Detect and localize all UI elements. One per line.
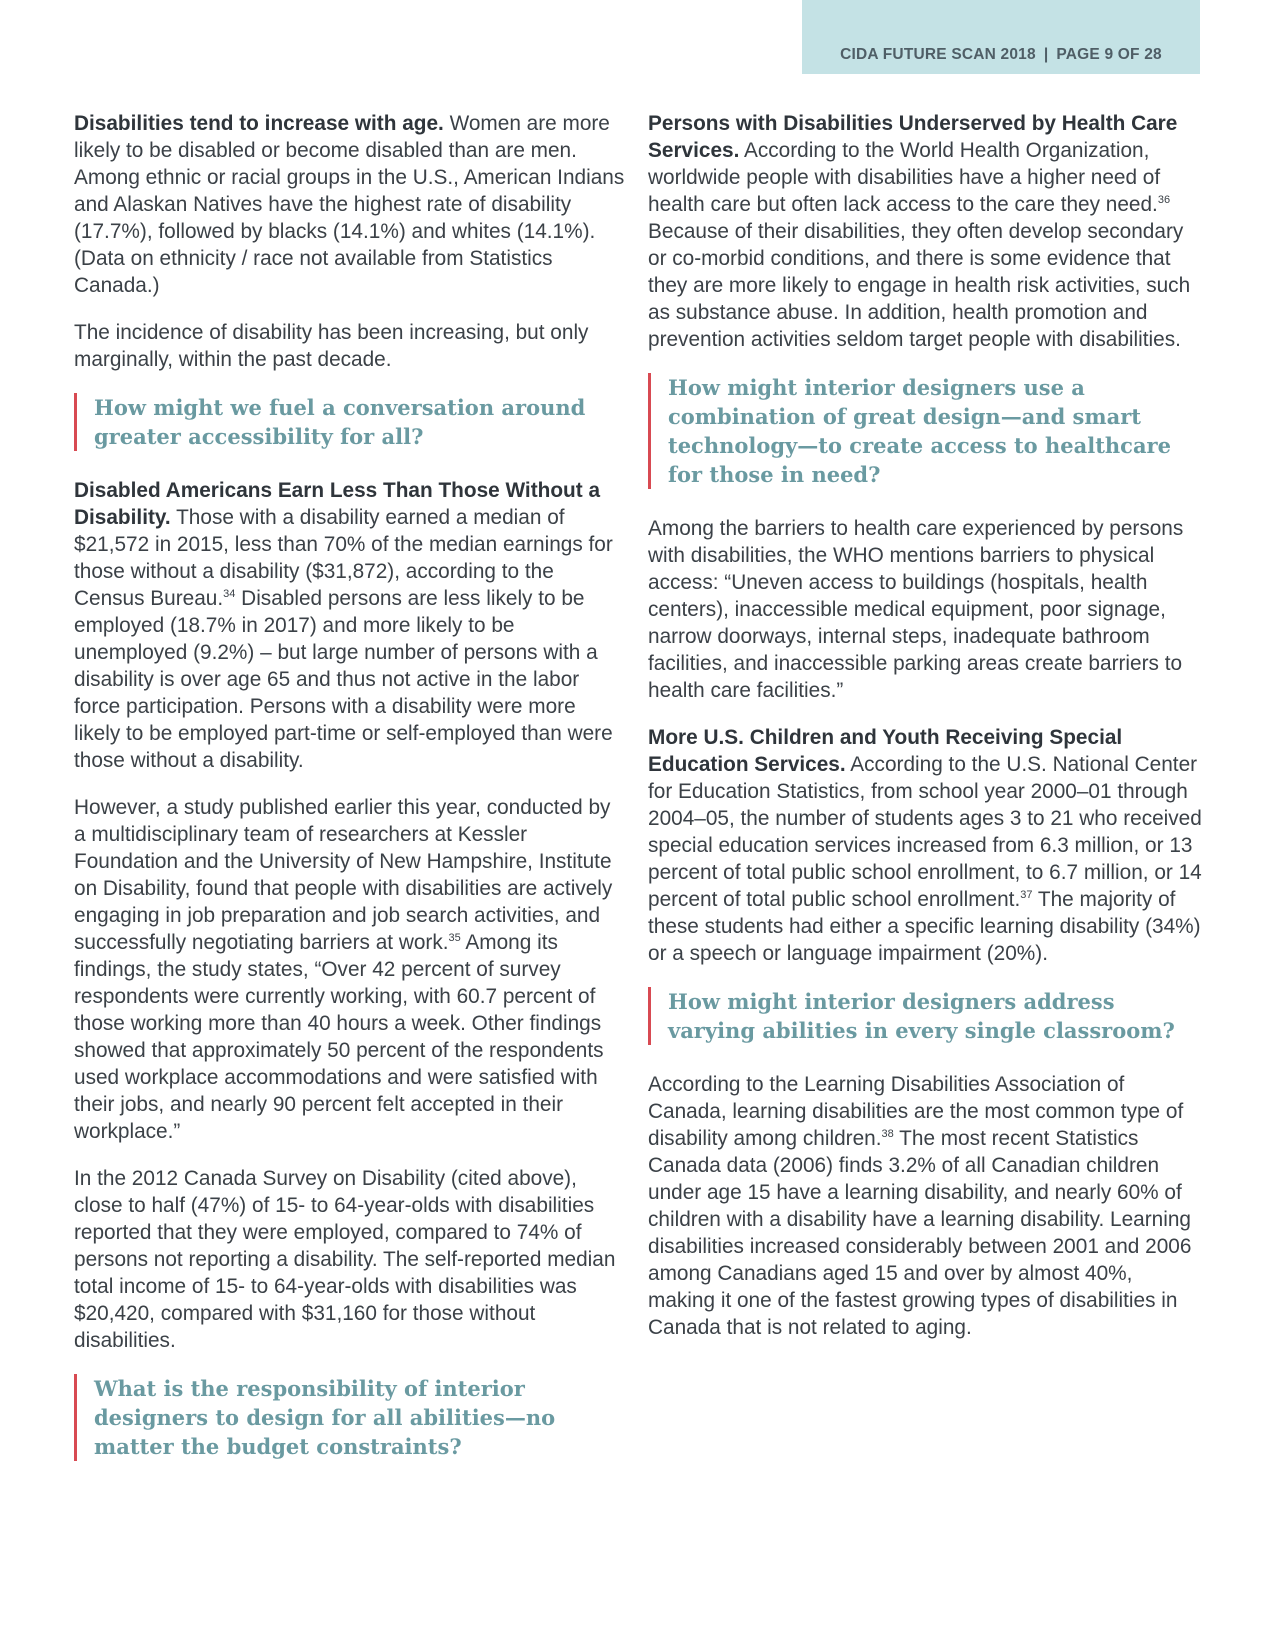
paragraph-body: Those with a disability earned a median of $21,572 in 2015, less than 70% of the median earnings for those without a disability ($31,872), according to the Census Bureau. [74,506,613,610]
footnote-ref: 38 [881,1128,894,1140]
pull-quote-responsibility: What is the responsibility of interior designers to design for all abilities—no matter the budget constraints? [74,1374,626,1461]
pull-quote-healthcare: How might interior designers use a combination of great design—and smart technology—to create access to healthcare for those in need? [648,373,1204,489]
paragraph-body: Among its findings, the study states, “Over 42 percent of survey respondents were currently working, with 60.7 percent of those working more than 40 hours a week. Other findings showed that approximately 50 percent of the respondents used workplace accommodations and were satisfied with their jobs, and nearly 90 percent felt accepted in their workplace.” [74,931,604,1143]
paragraph-body: Because of their disabilities, they often develop secondary or co-morbid conditions, and there is some evidence that they are more likely to engage in health risk activities, such as substance abuse. In addition, health promotion and prevention activities seldom target people with disabilities. [648,220,1191,351]
paragraph-lead: Persons with Disabilities Underserved by Health Care Services. [648,112,1178,162]
paragraph-canada-survey: In the 2012 Canada Survey on Disability (cited above), close to half (47%) of 15- to 64-year-olds with disabilities reported that they were employed, compared to 74% of persons not reporting a disability. The self-reported median total income of 15- to 64-year-olds with disabilities was $20,420, compared with $31,160 for those without disabilities. [74,1167,616,1352]
paragraph-earnings [74,477,626,774]
footnote-ref: 34 [223,588,236,600]
paragraph-body: The most recent Statistics Canada data (2006) finds 3.2% of all Canadian children under age 15 have a learning disability, and nearly 60% of children with a disability have a learning disability. Learning disabilities increased considerably between 2001 and 2006 among Canadians aged 15 and over by almost 40%, making it one of the fastest growing types of disabilities in Canada that is not related to aging. [648,1127,1192,1339]
paragraph-lead: Disabilities tend to increase with age. [74,112,444,135]
left-column [74,110,626,1487]
paragraph-body: According to the World Health Organization, worldwide people with disabilities have a higher need of health care but often lack access to the care they need. [648,139,1161,216]
paragraph-barriers: Among the barriers to health care experienced by persons with disabilities, the WHO mentions barriers to physical access: “Uneven access to buildings (hospitals, health centers), inaccessible medical equipment, poor signage, narrow doorways, internal steps, inadequate bathroom facilities, and inaccessible parking areas create barriers to health care facilities.” [648,517,1184,702]
page-number: PAGE 9 OF 28 [1056,46,1162,63]
paragraph-lead: More U.S. Children and Youth Receiving Special Education Services. [648,726,1123,776]
paragraph-body: Disabled persons are less likely to be employed (18.7% in 2017) and more likely to be unemployed (9.2%) – but large number of persons with a disability is over age 65 and thus not active in the labor force participation. Persons with a disability were more likely to be employed part-time or self-employed than were those without a disability. [74,587,613,772]
pull-quote-accessibility: How might we fuel a conversation around greater accessibility for all? [74,393,626,451]
paragraph-incidence: The incidence of disability has been increasing, but only marginally, within the past decade. [74,321,589,371]
footnote-ref: 36 [1157,194,1171,206]
paragraph-body: However, a study published earlier this year, conducted by a multidisciplinary team of researchers at Kessler Foundation and the University of New Hampshire, Institute on Disability, found that people with disabilities are actively engaging in job preparation and job search activities, and successfully negotiating barriers at work. [74,796,613,954]
paragraph-special-education [648,724,1204,967]
paragraph-kessler-study [74,794,626,1145]
paragraph-body: According to the Learning Disabilities Association of Canada, learning disabilities are the most common type of disability among children. [648,1073,1184,1150]
paragraph-body: The majority of these students had either a specific learning disability (34%) or a speech or language impairment (20%). [648,888,1201,965]
footnote-ref: 37 [1020,889,1033,901]
paragraph-learning-disabilities [648,1071,1204,1341]
paragraph-body: According to the U.S. National Center for Education Statistics, from school year 2000–01 through 2004–05, the number of students ages 3 to 21 who received special education services increased from 6.3 million, or 13 percent of total public school enrollment, to 6.7 million, or 14 percent of total public school enrollment. [648,753,1202,911]
pull-quote-classroom: How might interior designers address varying abilities in every single classroom? [648,987,1204,1045]
paragraph-health-care [648,110,1204,353]
right-column [648,110,1204,1361]
page-header-tab [802,0,1200,74]
paragraph-body: Women are more likely to be disabled or become disabled than are men. Among ethnic or racial groups in the U.S., American Indians and Alaskan Natives have the highest rate of disability (17.7%), followed by blacks (14.1%) and whites (14.1%). (Data on ethnicity / race not available from Statistics Canada.) [74,112,625,297]
publication-title: CIDA FUTURE SCAN 2018 [840,46,1036,63]
footnote-ref: 35 [448,932,461,944]
paragraph-lead: Disabled Americans Earn Less Than Those Without a Disability. [74,479,601,529]
paragraph-age [74,110,626,299]
header-separator: | [1043,46,1049,63]
